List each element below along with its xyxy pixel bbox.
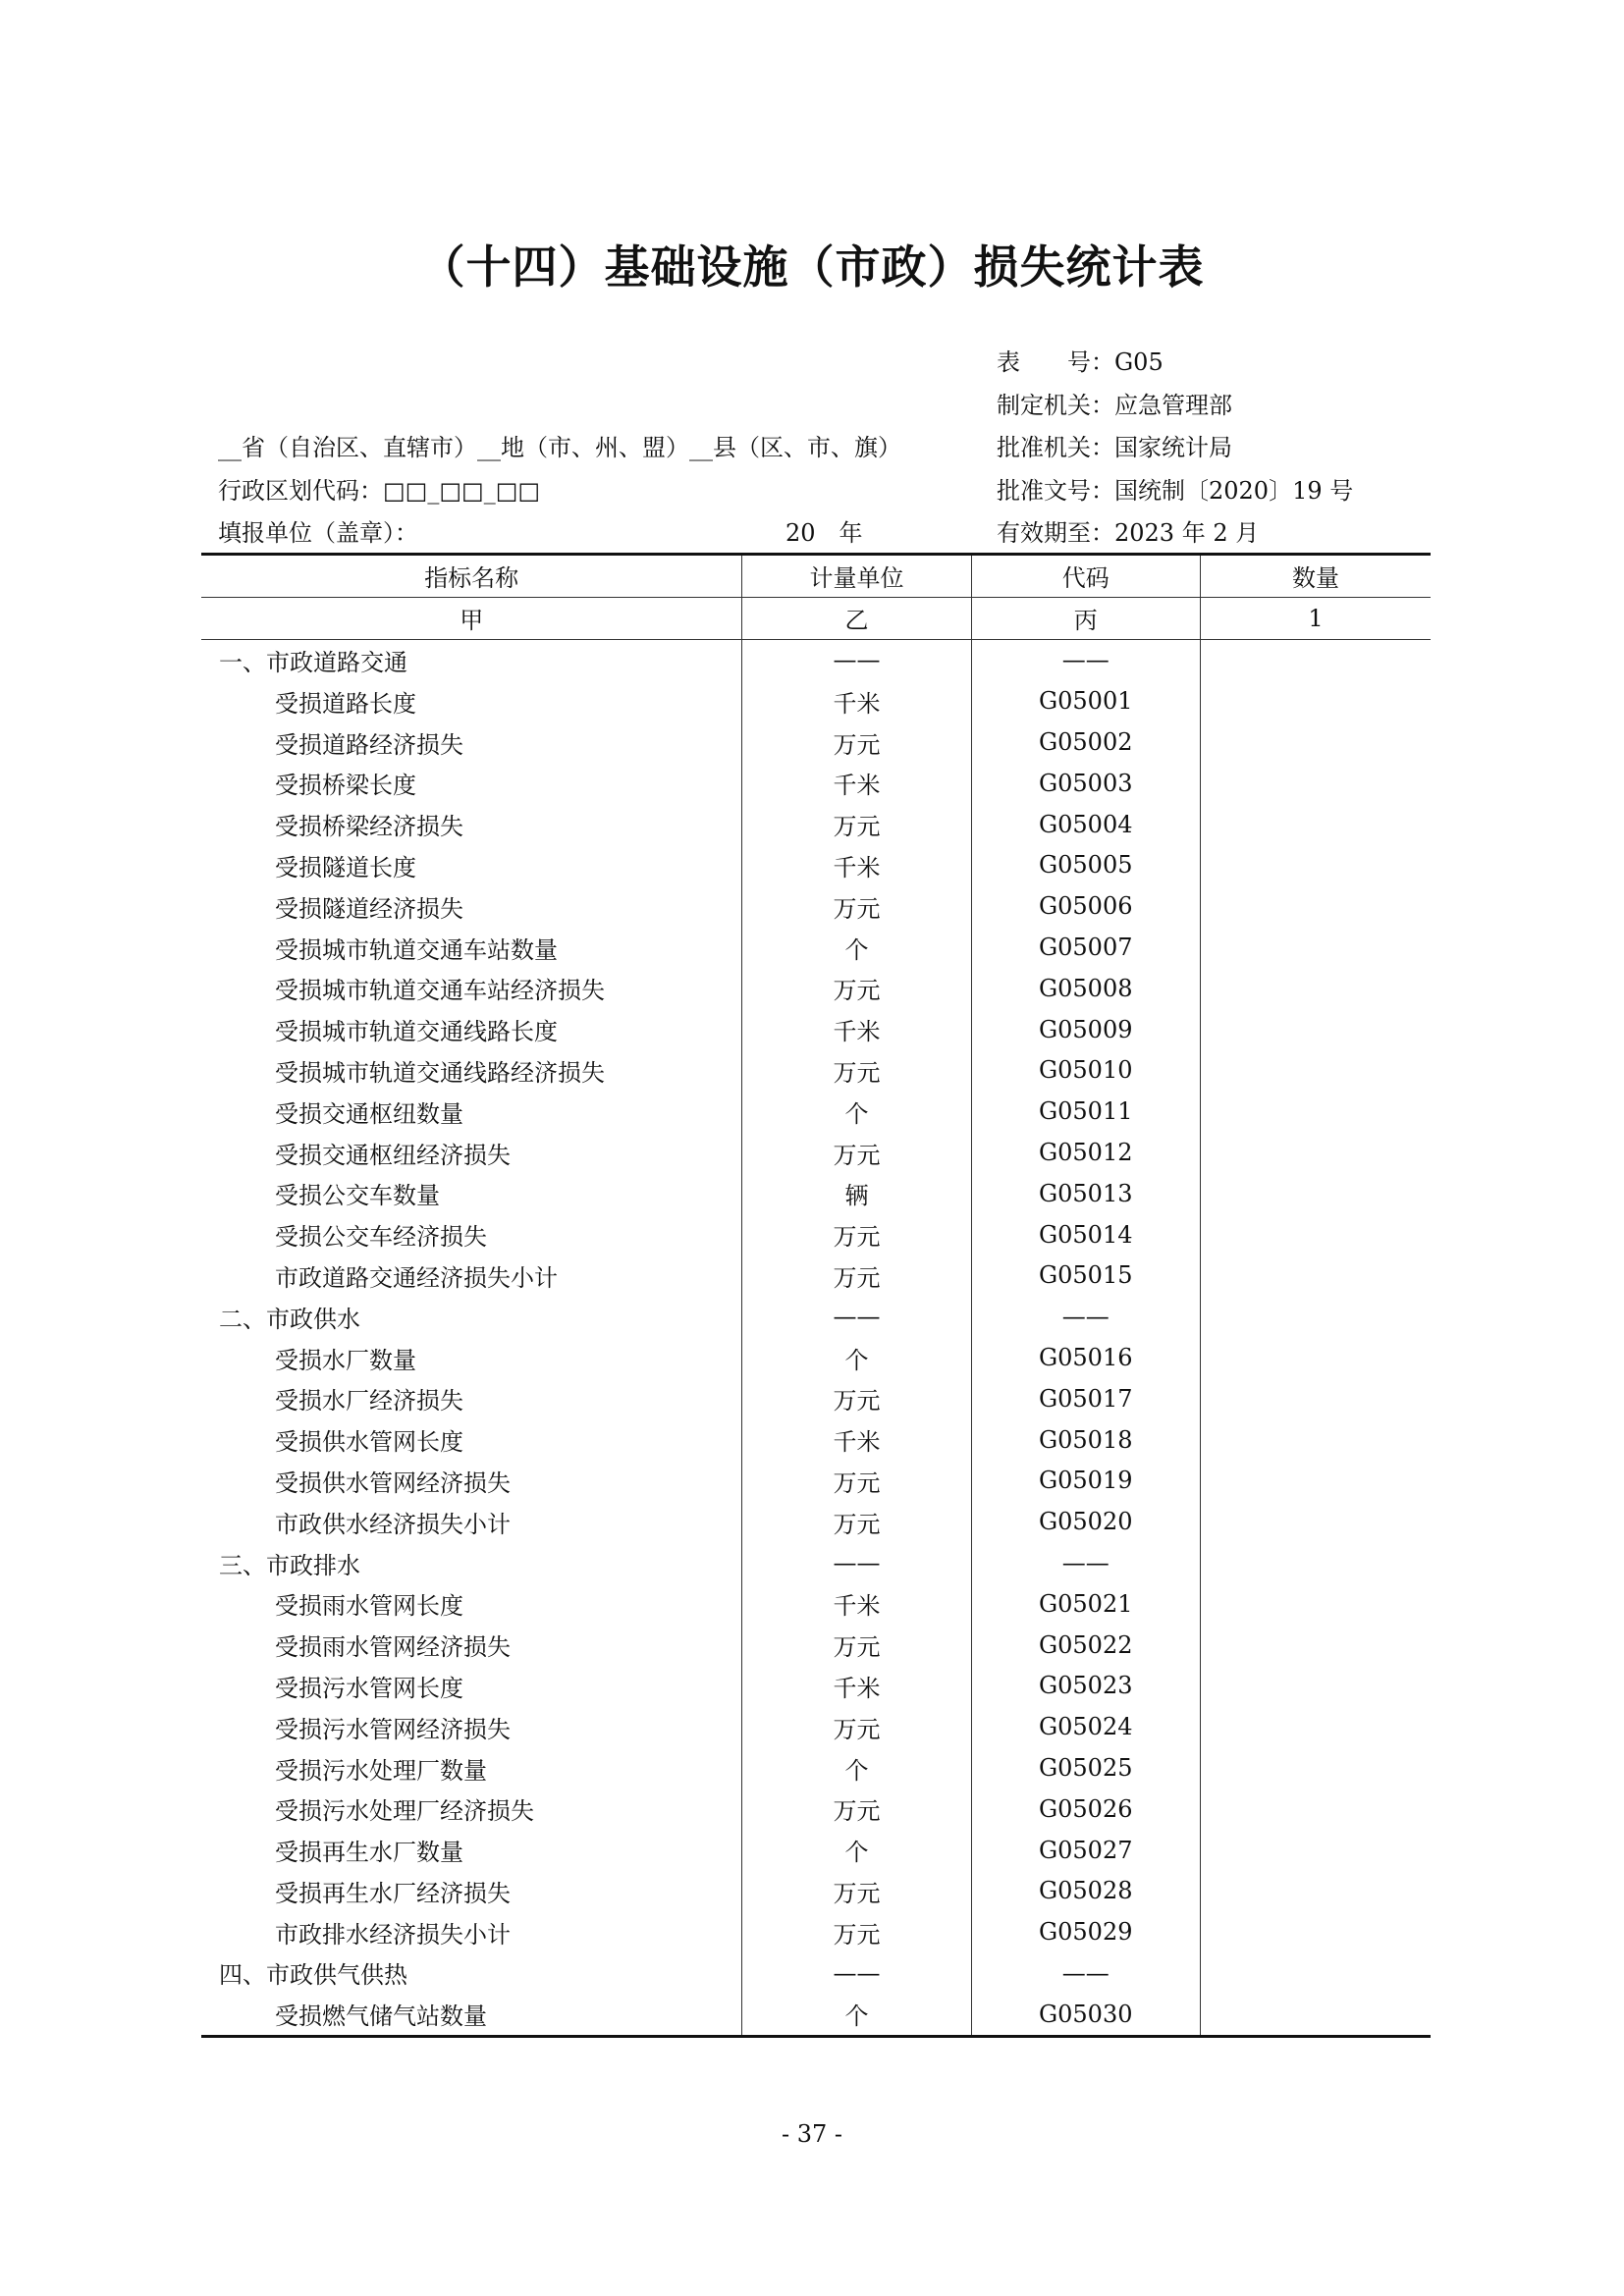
indicator-name-cell: 受损城市轨道交通线路长度: [201, 1009, 742, 1050]
indicator-name-cell: 受损再生水厂经济损失: [201, 1871, 742, 1912]
unit-cell: ——: [742, 1952, 971, 1994]
code-cell: G05002: [971, 721, 1200, 763]
unit-cell: 个: [742, 1337, 971, 1378]
statistics-table: [201, 553, 1431, 2038]
table-row: [201, 845, 1431, 886]
quantity-cell[interactable]: [1200, 1296, 1431, 1337]
quantity-cell[interactable]: [1200, 1583, 1431, 1625]
table-row: [201, 1461, 1431, 1502]
table-row: [201, 1214, 1431, 1255]
approving-agency: 批准机关：国家统计局: [997, 434, 1232, 461]
quantity-cell[interactable]: [1200, 680, 1431, 721]
unit-cell: 万元: [742, 1706, 971, 1747]
code-cell: G05023: [971, 1666, 1200, 1707]
quantity-cell[interactable]: [1200, 927, 1431, 968]
quantity-cell[interactable]: [1200, 1952, 1431, 1994]
indicator-name-cell: 市政供水经济损失小计: [201, 1501, 742, 1542]
unit-cell: 万元: [742, 804, 971, 845]
unit-cell: 辆: [742, 1173, 971, 1214]
indicator-name-cell: 三、市政排水: [201, 1542, 742, 1583]
quantity-cell[interactable]: [1200, 1994, 1431, 2036]
unit-cell: 千米: [742, 680, 971, 721]
unit-cell: 万元: [742, 1214, 971, 1255]
code-cell: G05011: [971, 1091, 1200, 1132]
unit-cell: 万元: [742, 1255, 971, 1297]
quantity-cell[interactable]: [1200, 1911, 1431, 1952]
unit-cell: 千米: [742, 1009, 971, 1050]
unit-cell: 千米: [742, 1583, 971, 1625]
table-row: [201, 1009, 1431, 1050]
header-row: [201, 555, 1431, 598]
indicator-name-cell: 受损供水管网长度: [201, 1419, 742, 1461]
indicator-name-cell: 受损污水管网经济损失: [201, 1706, 742, 1747]
quantity-cell[interactable]: [1200, 1747, 1431, 1789]
header-unit: 计量单位: [742, 555, 971, 598]
table-row: [201, 680, 1431, 721]
approval-document: 批准文号：国统制〔2020〕19 号: [997, 476, 1354, 505]
section-row: [201, 1952, 1431, 1994]
quantity-cell[interactable]: [1200, 804, 1431, 845]
table-row: [201, 1378, 1431, 1419]
indicator-name-cell: 受损污水处理厂经济损失: [201, 1789, 742, 1830]
unit-cell: 万元: [742, 1501, 971, 1542]
unit-cell: 万元: [742, 1911, 971, 1952]
table-row: [201, 885, 1431, 927]
code-cell: ——: [971, 1296, 1200, 1337]
code-cell: G05018: [971, 1419, 1200, 1461]
indicator-name-cell: 受损城市轨道交通车站数量: [201, 927, 742, 968]
unit-cell: 个: [742, 1747, 971, 1789]
unit-cell: 千米: [742, 763, 971, 804]
indicator-name-cell: 受损道路经济损失: [201, 721, 742, 763]
table-row: [201, 1050, 1431, 1092]
quantity-cell[interactable]: [1200, 968, 1431, 1009]
unit-cell: 万元: [742, 1625, 971, 1666]
code-cell: G05014: [971, 1214, 1200, 1255]
region-line: __省（自治区、直辖市）__地（市、州、盟）__县（区、市、旗）: [218, 434, 901, 461]
quantity-cell[interactable]: [1200, 1871, 1431, 1912]
table-row: [201, 1419, 1431, 1461]
unit-cell: 个: [742, 927, 971, 968]
indicator-name-cell: 受损再生水厂数量: [201, 1830, 742, 1871]
code-cell: G05021: [971, 1583, 1200, 1625]
quantity-cell[interactable]: [1200, 1214, 1431, 1255]
code-cell: ——: [971, 1952, 1200, 1994]
quantity-cell[interactable]: [1200, 763, 1431, 804]
table-row: [201, 1337, 1431, 1378]
quantity-cell[interactable]: [1200, 1173, 1431, 1214]
unit-cell: 个: [742, 1091, 971, 1132]
indicator-name-cell: 受损雨水管网长度: [201, 1583, 742, 1625]
unit-cell: 千米: [742, 845, 971, 886]
code-cell: G05007: [971, 927, 1200, 968]
indicator-name-cell: 受损交通枢纽经济损失: [201, 1132, 742, 1173]
section-row: [201, 1542, 1431, 1583]
unit-cell: 万元: [742, 1461, 971, 1502]
indicator-name-cell: 受损供水管网经济损失: [201, 1461, 742, 1502]
quantity-cell[interactable]: [1200, 1830, 1431, 1871]
unit-cell: ——: [742, 1542, 971, 1583]
table-row: [201, 1747, 1431, 1789]
quantity-cell[interactable]: [1200, 1419, 1431, 1461]
code-cell: G05008: [971, 968, 1200, 1009]
code-cell: ——: [971, 639, 1200, 680]
table-row: [201, 721, 1431, 763]
code-cell: G05006: [971, 885, 1200, 927]
code-cell: G05027: [971, 1830, 1200, 1871]
header-quantity: 数量: [1200, 555, 1431, 598]
quantity-cell[interactable]: [1200, 1789, 1431, 1830]
unit-cell: 千米: [742, 1666, 971, 1707]
indicator-name-cell: 受损城市轨道交通车站经济损失: [201, 968, 742, 1009]
table-row: [201, 1994, 1431, 2036]
filler-unit-field: 填报单位（盖章）：: [218, 519, 418, 547]
quantity-cell[interactable]: [1200, 1378, 1431, 1419]
indicator-name-cell: 受损道路长度: [201, 680, 742, 721]
table-row: [201, 1501, 1431, 1542]
table-row: [201, 927, 1431, 968]
indicator-name-cell: 受损公交车数量: [201, 1173, 742, 1214]
section-row: [201, 639, 1431, 680]
unit-cell: 万元: [742, 1871, 971, 1912]
table-row: [201, 1911, 1431, 1952]
unit-cell: 千米: [742, 1419, 971, 1461]
unit-cell: 万元: [742, 1132, 971, 1173]
unit-cell: 万元: [742, 1378, 971, 1419]
page-number: - 37 -: [781, 2120, 842, 2148]
table-row: [201, 1830, 1431, 1871]
table-row: [201, 1583, 1431, 1625]
unit-cell: 个: [742, 1830, 971, 1871]
unit-cell: 万元: [742, 1050, 971, 1092]
quantity-cell[interactable]: [1200, 1050, 1431, 1092]
subheader-row: [201, 597, 1431, 639]
valid-until: 有效期至：2023 年 2 月: [997, 519, 1260, 547]
quantity-cell[interactable]: [1200, 1009, 1431, 1050]
table-row: [201, 1871, 1431, 1912]
quantity-cell[interactable]: [1200, 1091, 1431, 1132]
issuing-agency: 制定机关：应急管理部: [997, 391, 1232, 419]
subheader-jia: 甲: [201, 597, 742, 639]
table-row: [201, 1625, 1431, 1666]
code-cell: G05020: [971, 1501, 1200, 1542]
indicator-name-cell: 受损交通枢纽数量: [201, 1091, 742, 1132]
quantity-cell[interactable]: [1200, 885, 1431, 927]
indicator-name-cell: 受损桥梁长度: [201, 763, 742, 804]
code-cell: G05028: [971, 1871, 1200, 1912]
indicator-name-cell: 受损桥梁经济损失: [201, 804, 742, 845]
code-cell: G05029: [971, 1911, 1200, 1952]
code-cell: G05026: [971, 1789, 1200, 1830]
code-cell: G05019: [971, 1461, 1200, 1502]
indicator-name-cell: 受损水厂数量: [201, 1337, 742, 1378]
quantity-cell[interactable]: [1200, 845, 1431, 886]
unit-cell: 万元: [742, 721, 971, 763]
header-code: 代码: [971, 555, 1200, 598]
code-cell: G05030: [971, 1994, 1200, 2036]
indicator-name-cell: 受损水厂经济损失: [201, 1378, 742, 1419]
code-cell: G05012: [971, 1132, 1200, 1173]
quantity-cell[interactable]: [1200, 1625, 1431, 1666]
unit-cell: 万元: [742, 885, 971, 927]
quantity-cell[interactable]: [1200, 1337, 1431, 1378]
page-title: （十四）基础设施（市政）损失统计表: [419, 240, 1205, 294]
unit-cell: 个: [742, 1994, 971, 2036]
indicator-name-cell: 受损污水处理厂数量: [201, 1747, 742, 1789]
code-cell: G05025: [971, 1747, 1200, 1789]
quantity-cell[interactable]: [1200, 1666, 1431, 1707]
indicator-name-cell: 一、市政道路交通: [201, 639, 742, 680]
indicator-name-cell: 二、市政供水: [201, 1296, 742, 1337]
code-cell: G05003: [971, 763, 1200, 804]
code-cell: G05015: [971, 1255, 1200, 1297]
indicator-name-cell: 市政道路交通经济损失小计: [201, 1255, 742, 1297]
admin-code-field: 行政区划代码：□□_□□_□□: [218, 476, 541, 505]
quantity-cell[interactable]: [1200, 1542, 1431, 1583]
unit-cell: 万元: [742, 1789, 971, 1830]
indicator-name-cell: 受损隧道经济损失: [201, 885, 742, 927]
subheader-bing: 丙: [971, 597, 1200, 639]
quantity-cell[interactable]: [1200, 1132, 1431, 1173]
indicator-name-cell: 四、市政供气供热: [201, 1952, 742, 1994]
subheader-yi: 乙: [742, 597, 971, 639]
indicator-name-cell: 受损公交车经济损失: [201, 1214, 742, 1255]
code-cell: G05024: [971, 1706, 1200, 1747]
code-cell: G05005: [971, 845, 1200, 886]
table-body: [201, 639, 1431, 2036]
form-number: 表 号：G05: [997, 348, 1164, 376]
unit-cell: ——: [742, 639, 971, 680]
table-row: [201, 804, 1431, 845]
indicator-name-cell: 市政排水经济损失小计: [201, 1911, 742, 1952]
unit-cell: 万元: [742, 968, 971, 1009]
code-cell: ——: [971, 1542, 1200, 1583]
table-row: [201, 763, 1431, 804]
indicator-name-cell: 受损燃气储气站数量: [201, 1994, 742, 2036]
quantity-cell[interactable]: [1200, 721, 1431, 763]
table-row: [201, 1789, 1431, 1830]
table-row: [201, 1255, 1431, 1297]
code-cell: G05013: [971, 1173, 1200, 1214]
subheader-1: 1: [1200, 597, 1431, 639]
table-row: [201, 1666, 1431, 1707]
header-indicator-name: 指标名称: [201, 555, 742, 598]
code-cell: G05001: [971, 680, 1200, 721]
table-row: [201, 968, 1431, 1009]
year-field: 20 年: [785, 519, 863, 547]
table-row: [201, 1706, 1431, 1747]
quantity-cell[interactable]: [1200, 1706, 1431, 1747]
quantity-cell[interactable]: [1200, 1255, 1431, 1297]
quantity-cell[interactable]: [1200, 639, 1431, 680]
indicator-name-cell: 受损隧道长度: [201, 845, 742, 886]
table-row: [201, 1132, 1431, 1173]
table-row: [201, 1091, 1431, 1132]
table-row: [201, 1173, 1431, 1214]
indicator-name-cell: 受损雨水管网经济损失: [201, 1625, 742, 1666]
indicator-name-cell: 受损污水管网长度: [201, 1666, 742, 1707]
section-row: [201, 1296, 1431, 1337]
indicator-name-cell: 受损城市轨道交通线路经济损失: [201, 1050, 742, 1092]
code-cell: G05017: [971, 1378, 1200, 1419]
code-cell: G05022: [971, 1625, 1200, 1666]
quantity-cell[interactable]: [1200, 1461, 1431, 1502]
unit-cell: ——: [742, 1296, 971, 1337]
form-metadata: [997, 342, 1353, 556]
code-cell: G05016: [971, 1337, 1200, 1378]
code-cell: G05010: [971, 1050, 1200, 1092]
code-cell: G05004: [971, 804, 1200, 845]
code-cell: G05009: [971, 1009, 1200, 1050]
quantity-cell[interactable]: [1200, 1501, 1431, 1542]
